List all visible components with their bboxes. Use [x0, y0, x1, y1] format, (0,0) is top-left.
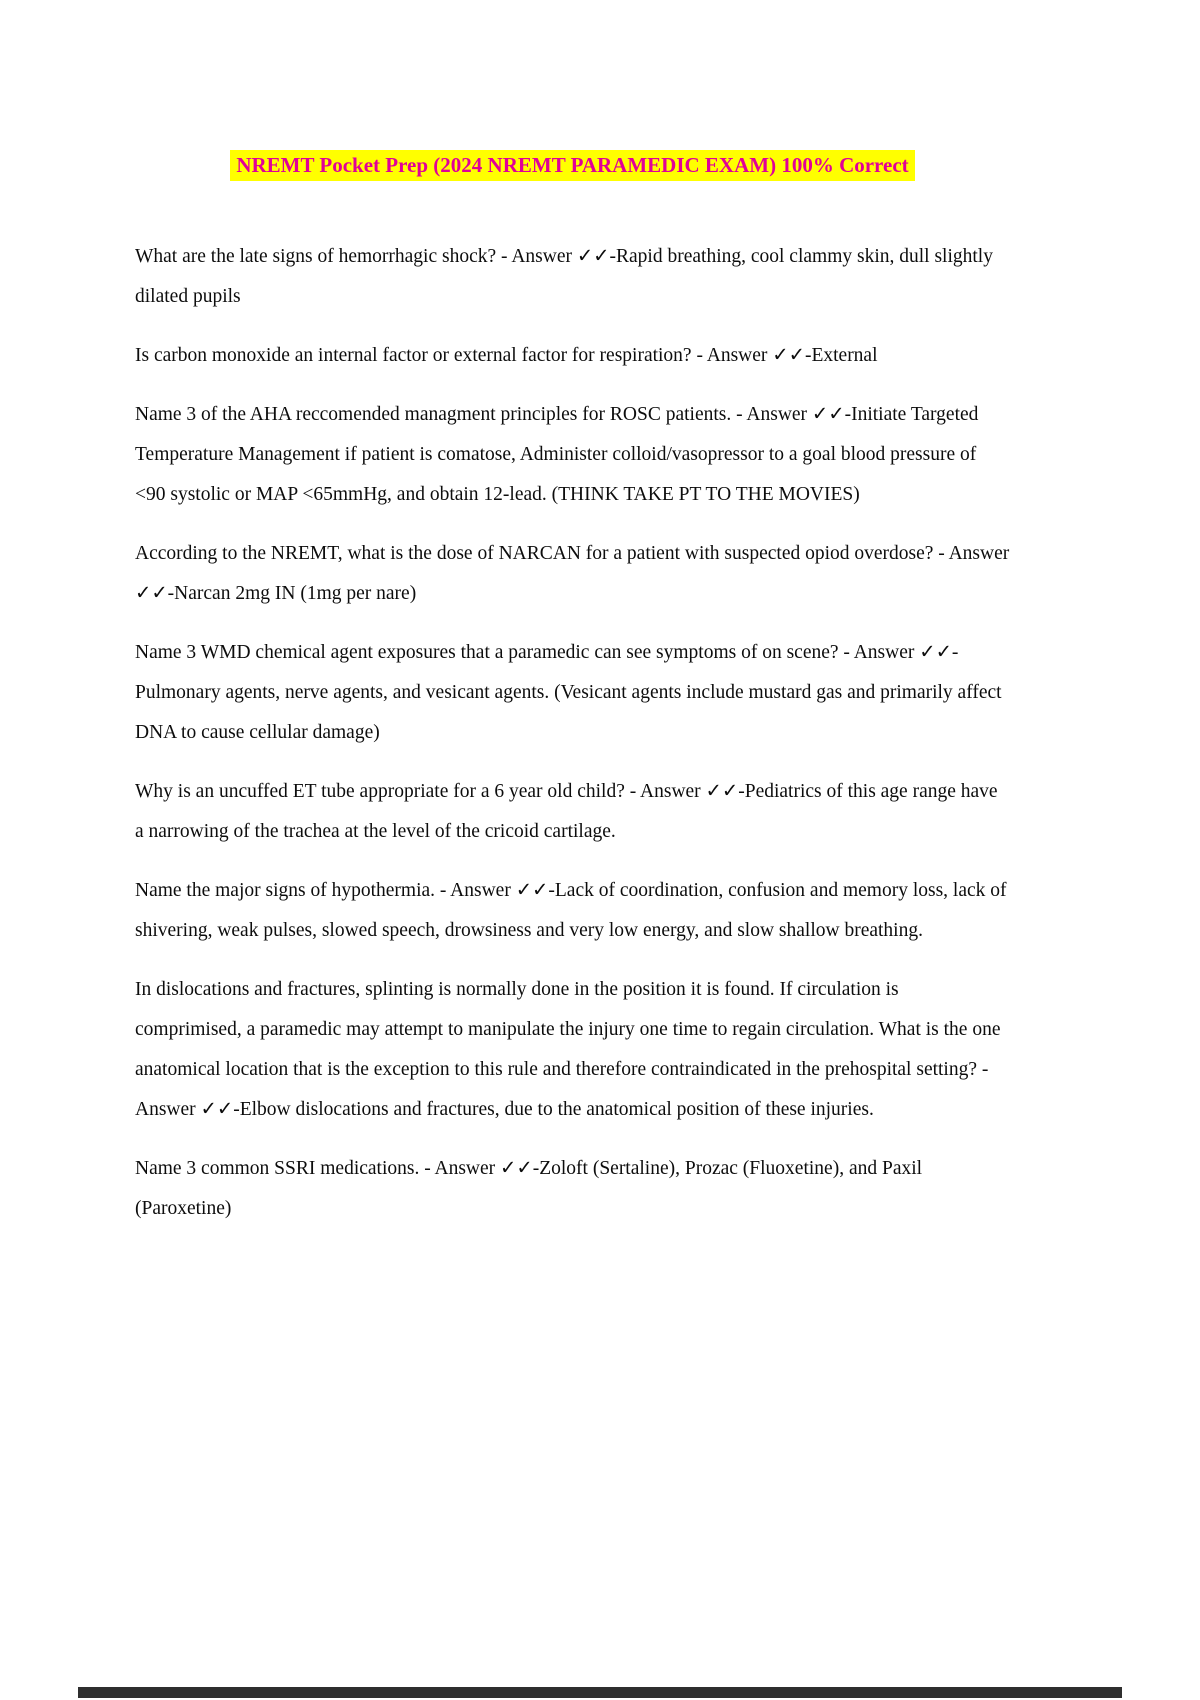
qa-paragraph: What are the late signs of hemorrhagic shock? - Answer ✓✓-Rapid breathing, cool clammy skin, dull slightly dilated pupils [135, 246, 993, 308]
qa-paragraph: Name the major signs of hypothermia. - Answer ✓✓-Lack of coordination, confusion and memory loss, lack of shivering, weak pulses, slowed speech, drowsiness and very low energy, and slow shallow breathing. [135, 880, 1007, 942]
page-divider-bar [78, 1687, 1122, 1698]
qa-paragraph: Name 3 of the AHA reccomended managment principles for ROSC patients. - Answer ✓✓-Initiate Targeted Temperature Management if patient is comatose, Administer colloid/vasopressor to a goal blood pressure of <90 systolic or MAP <65mmHg, and obtain 12-lead. (THINK TAKE PT TO THE MOVIES) [135, 404, 979, 506]
qa-paragraph: According to the NREMT, what is the dose of NARCAN for a patient with suspected opiod overdose? - Answer ✓✓-Narcan 2mg IN (1mg per nare) [135, 543, 1010, 605]
qa-paragraph: In dislocations and fractures, splinting is normally done in the position it is found. If circulation is comprimised, a paramedic may attempt to manipulate the injury one time to regain circulation. What is the one anatomical location that is the exception to this rule and therefore contraindicated in the prehospital setting? - Answer ✓✓-Elbow dislocations and fractures, due to the anatomical position of these injuries. [135, 979, 1001, 1121]
qa-list [135, 237, 1010, 1229]
qa-paragraph: Name 3 common SSRI medications. - Answer ✓✓-Zoloft (Sertaline), Prozac (Fluoxetine), and Paxil (Paroxetine) [135, 1158, 923, 1220]
document-title [135, 152, 1010, 179]
qa-paragraph: Name 3 WMD chemical agent exposures that a paramedic can see symptoms of on scene? - Answer ✓✓-Pulmonary agents, nerve agents, and vesicant agents. (Vesicant agents include mustard gas and primarily affect DNA to cause cellular damage) [135, 642, 1002, 744]
title-highlight: NREMT Pocket Prep (2024 NREMT PARAMEDIC EXAM) 100% Correct [230, 150, 914, 181]
qa-paragraph: Why is an uncuffed ET tube appropriate for a 6 year old child? - Answer ✓✓-Pediatrics of this age range have a narrowing of the trachea at the level of the cricoid cartilage. [135, 781, 998, 843]
qa-paragraph: Is carbon monoxide an internal factor or external factor for respiration? - Answer ✓✓-External [135, 345, 878, 367]
